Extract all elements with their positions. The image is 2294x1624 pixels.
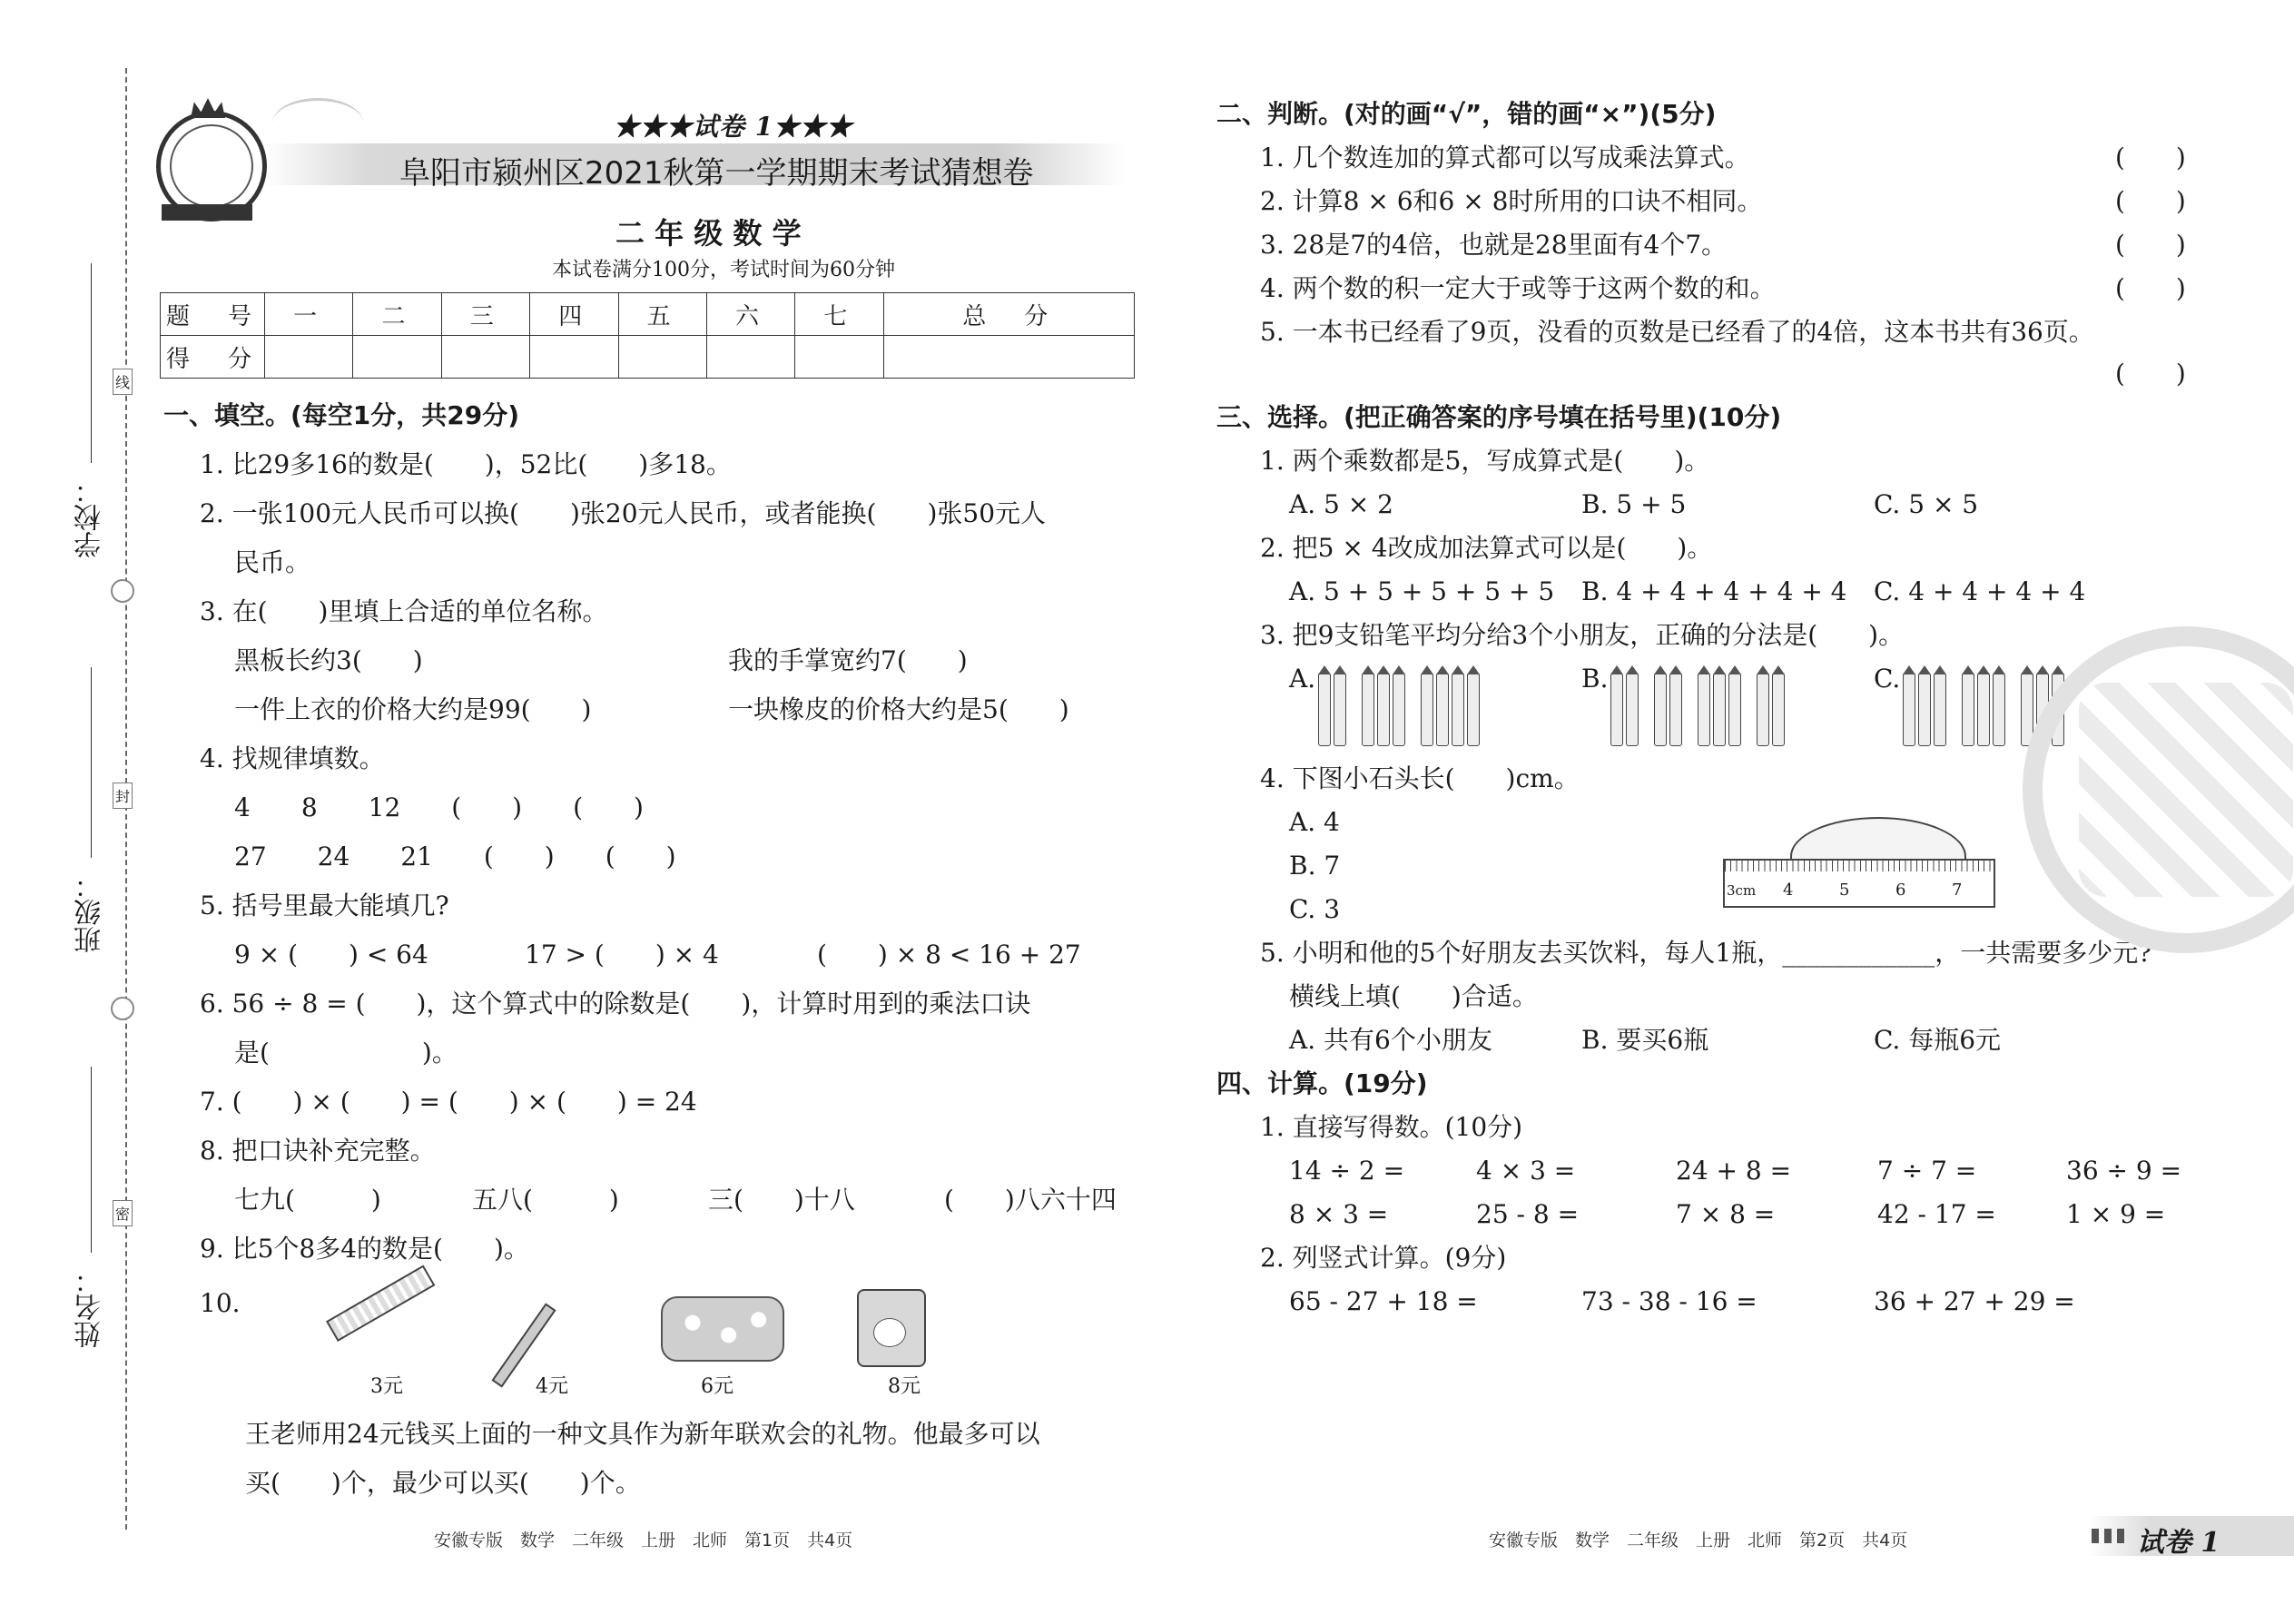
pencil-icon: [1713, 674, 1726, 746]
pencil-icon: [1977, 674, 1990, 746]
question-line: 王老师用24元钱买上面的一种文具作为新年联欢会的礼物。他最多可以: [245, 1419, 1040, 1449]
score-header-cell: 六: [706, 293, 794, 336]
score-header-cell: 二: [353, 293, 441, 336]
question-line: ( ) × 8 < 16 + 27: [817, 940, 1081, 969]
footer-tab-squares-icon: [2092, 1529, 2128, 1543]
footer-left: 安徽专版 数学 二年级 上册 北师 第1页 共4页: [434, 1530, 853, 1550]
pencil-bundle: [1698, 674, 1744, 750]
answer-bracket[interactable]: ( ): [2115, 273, 2186, 303]
pencil-icon: [1698, 674, 1710, 746]
choice-question: 1. 两个乘数都是5，写成算式是( )。: [1260, 446, 1710, 476]
name-underline: [91, 1067, 92, 1253]
calc-item: 14 ÷ 2 =: [1289, 1156, 1405, 1186]
ruler-tick-label: 4: [1783, 881, 1794, 900]
calc-item: 36 + 27 + 29 =: [1874, 1286, 2075, 1316]
pencil-icon: [1918, 674, 1931, 746]
answer-bracket[interactable]: ( ): [2115, 143, 2186, 172]
calc-item: 36 ÷ 9 =: [2066, 1156, 2182, 1186]
choice-option: C. 3: [1289, 894, 1341, 924]
question-line: 9. 比5个8多4的数是( )。: [200, 1234, 529, 1264]
question-line: 1. 比29多16的数是( )，52比( )多18。: [200, 449, 732, 479]
question-line: 5. 括号里最大能填几?: [200, 891, 449, 920]
question-line: 三( )十八: [708, 1185, 855, 1215]
logo-crown-icon: [191, 98, 225, 118]
choice-question: 5. 小明和他的5个好朋友去买饮料，每人1瓶，____________，一共需要多少元?: [1260, 938, 2152, 968]
sharpener-bear-icon: [873, 1318, 906, 1347]
calc-item: 4 × 3 =: [1476, 1156, 1576, 1186]
pencil-icon: [1669, 674, 1682, 746]
pencil-bundle: [1654, 674, 1685, 750]
score-header-cell: 一: [265, 293, 353, 336]
calc-item: 7 ÷ 7 =: [1877, 1156, 1977, 1186]
answer-bracket[interactable]: ( ): [2115, 359, 2186, 389]
score-header-cell: 四: [530, 293, 618, 336]
pencil-icon: [1626, 674, 1639, 746]
question-line: 七九( ): [234, 1185, 381, 1215]
pencil-icon: [1334, 674, 1346, 746]
question-line: 买( )个，最少可以买( )个。: [245, 1468, 641, 1498]
pencil-icon: [1934, 674, 1946, 746]
pencil-icon: [1610, 674, 1623, 746]
choice-question: 2. 把5 × 4改成加法算式可以是( )。: [1260, 533, 1713, 563]
ruler-tick-label: 6: [1895, 881, 1906, 900]
pencil-bundle: [1962, 674, 2008, 750]
score-table: [160, 292, 1135, 379]
pencil-icon: [1962, 674, 1974, 746]
answer-bracket[interactable]: ( ): [2115, 186, 2186, 216]
question-line: 2. 一张100元人民币可以换( )张20元人民币，或者能换( )张50元人: [200, 498, 1047, 528]
choice-option: C. 5 × 5: [1874, 489, 1979, 519]
school-underline: [91, 263, 92, 463]
section3-title: 三、选择。(把正确答案的序号填在括号里)(10分): [1216, 402, 1782, 432]
score-row-label: 得 分: [161, 336, 265, 379]
choice-option: B. 7: [1289, 851, 1341, 881]
ribbon-decoration: [272, 98, 363, 148]
pencil-icon: [1467, 674, 1480, 746]
pencil-case-item-icon: [661, 1296, 784, 1362]
exam-note: 本试卷满分100分，考试时间为60分钟: [552, 259, 895, 281]
pencil-icon: [1903, 674, 1915, 746]
pencil-icon: [1757, 674, 1769, 746]
score-table-header-row: [161, 293, 1135, 336]
pencil-icon: [1318, 674, 1331, 746]
judge-line: 4. 两个数的积一定大于或等于这两个数的和。: [1260, 273, 1776, 303]
question-line: 民币。: [234, 547, 311, 577]
item-price: 8元: [888, 1375, 921, 1398]
choice-option: A.: [1289, 664, 1316, 694]
page-title: 阜阳市颍州区2021秋第一学期期末考试猜想卷: [399, 155, 1034, 192]
seal-watermark-inner: [2079, 683, 2293, 897]
ruler-item-icon: [326, 1265, 435, 1342]
calc-item: 42 - 17 =: [1877, 1199, 1996, 1229]
name-label: 姓名：: [74, 1266, 106, 1348]
score-cell[interactable]: [530, 336, 618, 379]
brand-logo-inner: [170, 124, 253, 208]
choice-option: A. 4: [1289, 807, 1340, 837]
pencil-bundle: [1421, 674, 1482, 750]
judge-line: 5. 一本书已经看了9页，没看的页数是已经看了的4倍，这本书共有36页。: [1260, 317, 2094, 347]
question-line: 我的手掌宽约7( ): [728, 645, 968, 675]
score-header-cell: 七: [795, 293, 883, 336]
calc-item: 73 - 38 - 16 =: [1581, 1286, 1757, 1316]
score-cell[interactable]: [883, 336, 1134, 379]
score-cell[interactable]: [706, 336, 794, 379]
pencil-icon: [1362, 674, 1374, 746]
score-cell[interactable]: [618, 336, 706, 379]
calc-item: 7 × 8 =: [1676, 1199, 1776, 1229]
judge-line: 2. 计算8 × 6和6 × 8时所用的口诀不相同。: [1260, 186, 1763, 216]
choice-option: A. 共有6个小朋友: [1289, 1025, 1492, 1055]
question-line: 4. 找规律填数。: [200, 743, 385, 773]
choice-option: A. 5 × 2: [1289, 489, 1393, 519]
footer-right: 安徽专版 数学 二年级 上册 北师 第2页 共4页: [1489, 1530, 1908, 1550]
paper-stars-label: ★★★试卷 1★★★: [614, 112, 853, 142]
pencil-icon: [1728, 674, 1741, 746]
score-header-cell: 题 号: [161, 293, 265, 336]
item-price: 3元: [370, 1375, 403, 1398]
school-label: 学校：: [74, 477, 106, 558]
choice-option: C.: [1874, 664, 1901, 694]
question-line: 8. 把口诀补充完整。: [200, 1136, 436, 1166]
score-table-value-row: [161, 336, 1135, 379]
pencil-icon: [1452, 674, 1464, 746]
question-line: 9 × ( ) < 64: [234, 940, 428, 969]
choice-option: B. 4 + 4 + 4 + 4 + 4: [1581, 576, 1847, 606]
swirl-icon: [111, 579, 134, 603]
calc-item: 25 - 8 =: [1476, 1199, 1580, 1229]
score-header-cell: 五: [618, 293, 706, 336]
question-line: 五八( ): [472, 1185, 619, 1215]
pencil-bundle: [1610, 674, 1641, 750]
choice-option: A. 5 + 5 + 5 + 5 + 5: [1289, 576, 1555, 606]
choice-option: C. 每瓶6元: [1874, 1025, 2002, 1055]
question-line: 4 8 12 ( ) ( ): [234, 792, 644, 822]
pencil-bundle: [1757, 674, 1787, 750]
swirl-icon: [111, 997, 134, 1020]
calc-subtitle: 1. 直接写得数。(10分): [1260, 1112, 1523, 1142]
pencil-group-a: [1318, 674, 1495, 750]
judge-line: 1. 几个数连加的算式都可以写成乘法算式。: [1260, 143, 1750, 172]
choice-question: 4. 下图小石头长( )cm。: [1260, 763, 1580, 793]
calc-item: 65 - 27 + 18 =: [1289, 1286, 1478, 1316]
question-line: 一块橡皮的价格大约是5( ): [728, 694, 1069, 724]
calc-item: 1 × 9 =: [2066, 1199, 2166, 1229]
judge-line: 3. 28是7的4倍，也就是28里面有4个7。: [1260, 230, 1728, 260]
pencil-icon: [1377, 674, 1390, 746]
section4-title: 四、计算。(19分): [1216, 1068, 1428, 1098]
question-line: 27 24 21 ( ) ( ): [234, 842, 676, 871]
score-cell[interactable]: [795, 336, 883, 379]
ruler-tick-label: 7: [1952, 881, 1963, 900]
question-line: 6. 56 ÷ 8 = ( )，这个算式中的除数是( )，计算时用到的乘法口诀: [200, 989, 1031, 1019]
section1-title: 一、填空。(每空1分，共29分): [163, 400, 520, 430]
item-price: 6元: [701, 1375, 733, 1398]
question-line: 7. ( ) × ( ) = ( ) × ( ) = 24: [200, 1087, 697, 1117]
pencil-icon: [1772, 674, 1785, 746]
question-line: 3. 在( )里填上合适的单位名称。: [200, 596, 608, 626]
question-line: 黑板长约3( ): [234, 645, 423, 675]
item-price: 4元: [536, 1375, 568, 1398]
score-cell[interactable]: [265, 336, 353, 379]
pencil-icon: [1436, 674, 1449, 746]
score-header-cell: 总 分: [883, 293, 1134, 336]
calc-item: 8 × 3 =: [1289, 1199, 1389, 1229]
ruler-tick-label: 5: [1839, 881, 1850, 900]
pencil-icon: [1421, 674, 1433, 746]
binding-mark-feng: 封: [113, 782, 133, 809]
choice-option: B. 要买6瓶: [1581, 1025, 1709, 1055]
choice-question: 3. 把9支铅笔平均分给3个小朋友，正确的分法是( )。: [1260, 620, 1905, 650]
question-line: 一件上衣的价格大约是99( ): [234, 694, 592, 724]
ruler-tick-label: 3cm: [1727, 882, 1757, 899]
pencil-group-b: [1610, 674, 1800, 750]
class-underline: [91, 667, 92, 858]
logo-ribbon: [162, 204, 252, 221]
calc-subtitle: 2. 列竖式计算。(9分): [1260, 1243, 1507, 1273]
class-label: 班级：: [74, 871, 106, 953]
binding-mark-mi: 密: [113, 1200, 133, 1226]
score-header-cell: 三: [441, 293, 529, 336]
stone-shape: [1790, 817, 1966, 864]
question-line: ( )八六十四: [944, 1185, 1117, 1215]
choice-option: B. 5 + 5: [1581, 489, 1687, 519]
pencil-icon: [1993, 674, 2005, 746]
question-line: 17 > ( ) × 4: [525, 940, 719, 969]
answer-bracket[interactable]: ( ): [2115, 230, 2186, 260]
pencil-icon: [1393, 674, 1405, 746]
score-cell[interactable]: [441, 336, 529, 379]
footer-tab-label: 试卷 1: [2137, 1527, 2220, 1559]
question-line: 10.: [200, 1288, 241, 1318]
pencil-icon: [1654, 674, 1667, 746]
pencil-bundle: [1903, 674, 1949, 750]
pencil-bundle: [1362, 674, 1408, 750]
section2-title: 二、判断。(对的画“√”，错的画“×”)(5分): [1216, 99, 1717, 129]
score-cell[interactable]: [353, 336, 441, 379]
binding-mark-xian: 线: [113, 369, 133, 395]
subject-title: 二 年 级 数 学: [615, 216, 802, 251]
pencil-bundle: [1318, 674, 1349, 750]
choice-option: C. 4 + 4 + 4 + 4: [1874, 576, 2086, 606]
choice-option: B.: [1581, 664, 1609, 694]
choice-question: 横线上填( )合适。: [1289, 981, 1538, 1011]
question-line: 是( )。: [234, 1038, 458, 1068]
calc-item: 24 + 8 =: [1676, 1156, 1792, 1186]
